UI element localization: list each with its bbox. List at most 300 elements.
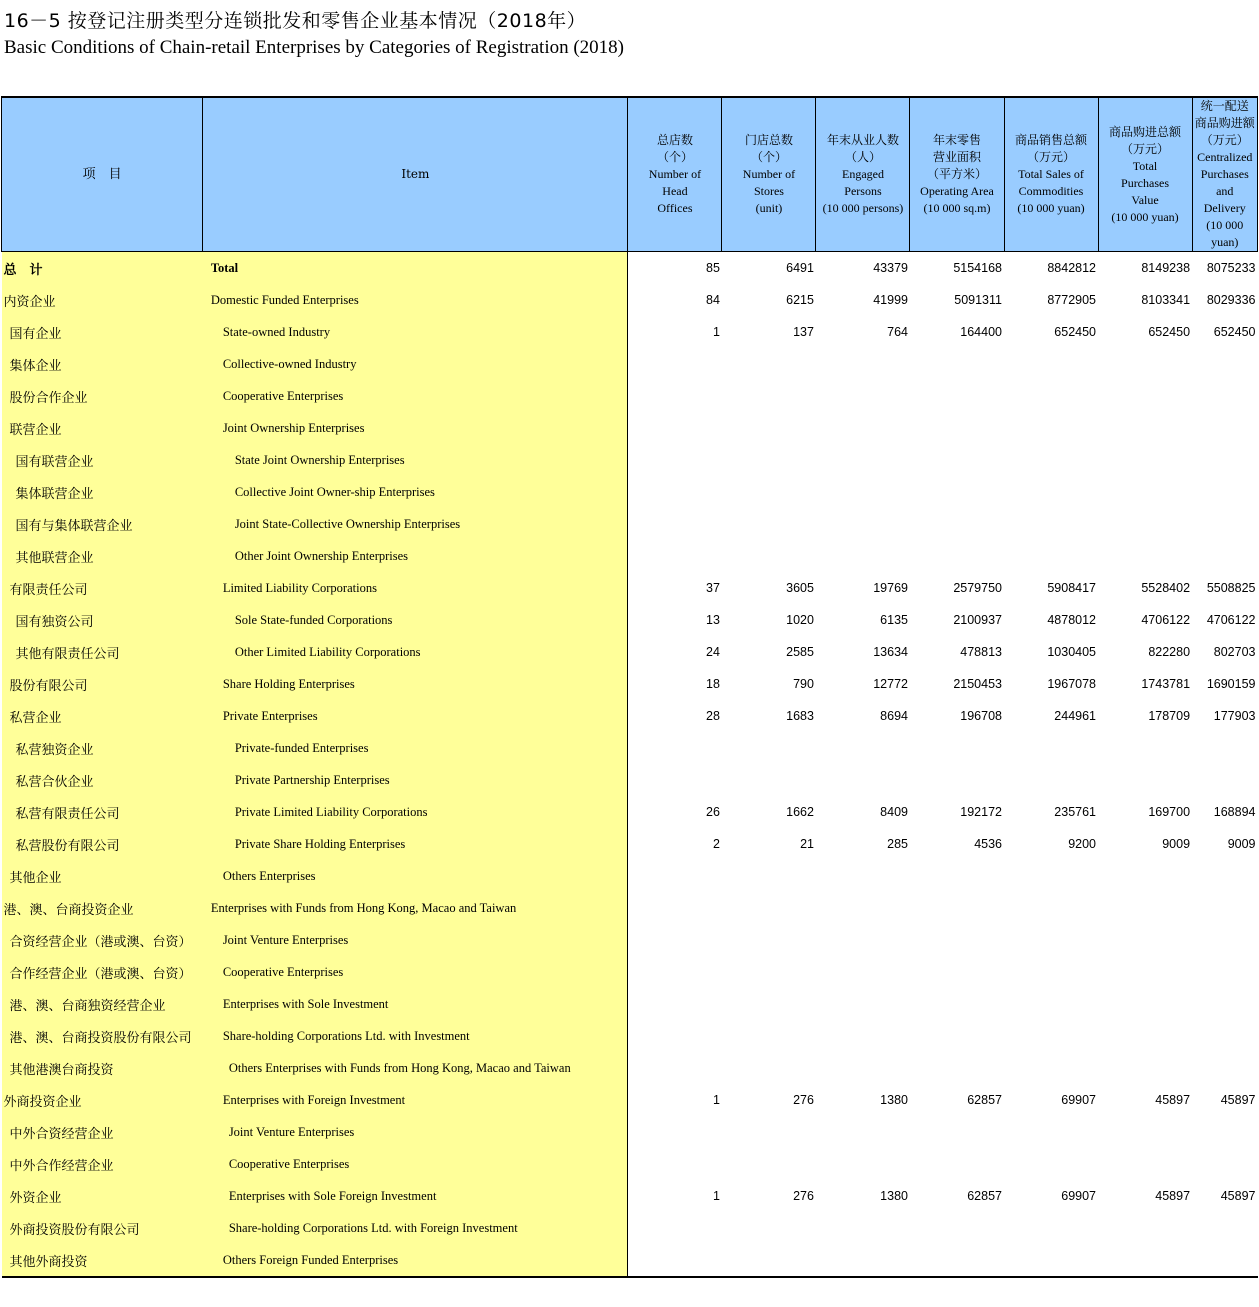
table-cell bbox=[628, 1212, 722, 1244]
table-cell bbox=[1098, 1020, 1192, 1052]
row-label-cn: 港、澳、台商投资股份有限公司 bbox=[2, 1020, 203, 1052]
header-row bbox=[2, 97, 1258, 252]
table-cell bbox=[910, 508, 1004, 540]
header-col-head-offices: 总店数 （个） Number of Head Offices bbox=[628, 97, 722, 252]
row-label-cn: 外资企业 bbox=[2, 1180, 203, 1212]
table-cell bbox=[1192, 1052, 1257, 1084]
table-cell: 1 bbox=[713, 1093, 720, 1107]
table-cell: 8149238 bbox=[1141, 261, 1191, 275]
table-row bbox=[2, 860, 1258, 892]
table-cell bbox=[910, 956, 1004, 988]
table-cell: 8029336 bbox=[1206, 293, 1256, 307]
table-cell: 4706122 bbox=[1206, 613, 1256, 627]
table-cell bbox=[1192, 1244, 1257, 1277]
table-cell bbox=[1192, 508, 1257, 540]
table-cell bbox=[1192, 924, 1257, 956]
row-label-en: Cooperative Enterprises bbox=[203, 380, 628, 412]
table-row bbox=[2, 412, 1258, 444]
table-cell: 4706122 bbox=[1141, 613, 1191, 627]
table-cell bbox=[1004, 892, 1098, 924]
table-row bbox=[2, 444, 1258, 476]
table-cell: 1967078 bbox=[1047, 677, 1097, 691]
table-row bbox=[2, 316, 1258, 348]
table-cell: 1380 bbox=[880, 1189, 908, 1203]
row-label-en: State-owned Industry bbox=[203, 316, 628, 348]
table-cell bbox=[910, 1148, 1004, 1180]
table-cell: 2100937 bbox=[953, 613, 1002, 627]
table-cell bbox=[628, 988, 722, 1020]
row-label-en: Domestic Funded Enterprises bbox=[203, 284, 628, 316]
table-cell: 45897 bbox=[1220, 1189, 1256, 1203]
row-label-en: Limited Liability Corporations bbox=[203, 572, 628, 604]
table-cell bbox=[628, 1052, 722, 1084]
header-item-en: Item bbox=[203, 97, 628, 252]
table-cell bbox=[1004, 956, 1098, 988]
table-cell bbox=[1098, 380, 1192, 412]
row-label-cn: 有限责任公司 bbox=[2, 572, 203, 604]
table-cell: 9009 bbox=[1227, 837, 1256, 851]
table-cell bbox=[1098, 1116, 1192, 1148]
row-label-cn: 集体企业 bbox=[2, 348, 203, 380]
page-title-cn: 16－5 按登记注册类型分连锁批发和零售企业基本情况（2018年） bbox=[4, 10, 587, 32]
table-cell bbox=[722, 508, 816, 540]
table-cell bbox=[816, 924, 910, 956]
table-cell bbox=[1004, 1212, 1098, 1244]
table-cell: 2150453 bbox=[953, 677, 1002, 691]
table-cell: 8075233 bbox=[1206, 261, 1256, 275]
table-cell bbox=[816, 1244, 910, 1277]
table-cell bbox=[722, 1020, 816, 1052]
table-cell: 85 bbox=[706, 261, 720, 275]
table-cell bbox=[722, 988, 816, 1020]
row-label-cn: 国有独资公司 bbox=[2, 604, 203, 636]
table-cell bbox=[910, 988, 1004, 1020]
row-label-cn: 外商投资股份有限公司 bbox=[2, 1212, 203, 1244]
table-cell: 5528402 bbox=[1141, 581, 1191, 595]
table-cell bbox=[1098, 988, 1192, 1020]
table-cell: 41999 bbox=[873, 293, 908, 307]
table-cell bbox=[628, 732, 722, 764]
table-cell bbox=[628, 924, 722, 956]
table-row bbox=[2, 572, 1258, 604]
table-cell bbox=[1098, 1052, 1192, 1084]
table-row bbox=[2, 924, 1258, 956]
table-cell: 168894 bbox=[1213, 805, 1256, 819]
table-cell bbox=[816, 956, 910, 988]
table-cell bbox=[1004, 860, 1098, 892]
table-cell bbox=[1004, 924, 1098, 956]
table-cell bbox=[628, 444, 722, 476]
row-label-en: Joint Venture Enterprises bbox=[203, 924, 628, 956]
table-cell: 69907 bbox=[1061, 1093, 1097, 1107]
table-cell: 652450 bbox=[1148, 325, 1191, 339]
table-cell bbox=[628, 956, 722, 988]
table-cell bbox=[722, 764, 816, 796]
table-cell: 24 bbox=[706, 645, 720, 659]
table-cell bbox=[722, 412, 816, 444]
table-cell: 13634 bbox=[873, 645, 908, 659]
table-cell bbox=[816, 412, 910, 444]
table-cell: 244961 bbox=[1054, 709, 1097, 723]
table-cell: 28 bbox=[706, 709, 720, 723]
table-cell bbox=[628, 348, 722, 380]
row-label-en: Enterprises with Funds from Hong Kong, Macao and Taiwan bbox=[203, 892, 628, 924]
table-cell: 5908417 bbox=[1047, 581, 1097, 595]
table-cell bbox=[722, 732, 816, 764]
table-row bbox=[2, 796, 1258, 828]
table-cell: 19769 bbox=[873, 581, 908, 595]
table-cell: 178709 bbox=[1148, 709, 1191, 723]
table-cell: 45897 bbox=[1155, 1093, 1191, 1107]
table-cell bbox=[1098, 1148, 1192, 1180]
table-cell bbox=[1192, 1020, 1257, 1052]
row-label-cn: 其他外商投资 bbox=[2, 1244, 203, 1277]
table-cell: 652450 bbox=[1054, 325, 1097, 339]
table-cell: 4878012 bbox=[1047, 613, 1097, 627]
table-row bbox=[2, 252, 1258, 285]
table-cell: 69907 bbox=[1061, 1189, 1097, 1203]
table-cell: 12772 bbox=[873, 677, 908, 691]
row-label-en: Other Limited Liability Corporations bbox=[203, 636, 628, 668]
table-cell: 1 bbox=[713, 1189, 720, 1203]
table-cell bbox=[1004, 508, 1098, 540]
table-cell bbox=[1098, 508, 1192, 540]
table-cell: 8694 bbox=[880, 709, 908, 723]
table-cell bbox=[628, 508, 722, 540]
table-cell bbox=[628, 764, 722, 796]
table-cell bbox=[816, 348, 910, 380]
table-cell bbox=[910, 1116, 1004, 1148]
table-row bbox=[2, 284, 1258, 316]
table-cell bbox=[1192, 540, 1257, 572]
table-cell bbox=[1098, 764, 1192, 796]
table-cell bbox=[722, 380, 816, 412]
row-label-en: Sole State-funded Corporations bbox=[203, 604, 628, 636]
table-cell bbox=[910, 1244, 1004, 1277]
table-cell bbox=[1098, 860, 1192, 892]
table-cell bbox=[1004, 380, 1098, 412]
table-cell bbox=[910, 1212, 1004, 1244]
table-cell bbox=[816, 444, 910, 476]
row-label-en: Others Enterprises with Funds from Hong Kong, Macao and Taiwan bbox=[203, 1052, 628, 1084]
table-cell bbox=[816, 1052, 910, 1084]
table-cell bbox=[628, 540, 722, 572]
table-row bbox=[2, 508, 1258, 540]
table-cell bbox=[1192, 956, 1257, 988]
header-col-area: 年末零售 营业面积 （平方米） Operating Area (10 000 sq.m) bbox=[910, 97, 1004, 252]
table-cell bbox=[910, 444, 1004, 476]
table-cell bbox=[628, 380, 722, 412]
table-row bbox=[2, 732, 1258, 764]
table-row bbox=[2, 380, 1258, 412]
row-label-cn: 中外合资经营企业 bbox=[2, 1116, 203, 1148]
row-label-cn: 港、澳、台商投资企业 bbox=[2, 892, 203, 924]
table-cell bbox=[628, 1116, 722, 1148]
row-label-en: Enterprises with Sole Investment bbox=[203, 988, 628, 1020]
table-cell: 9200 bbox=[1068, 837, 1097, 851]
row-label-en: Private Enterprises bbox=[203, 700, 628, 732]
table-cell: 1690159 bbox=[1206, 677, 1256, 691]
row-label-cn: 私营独资企业 bbox=[2, 732, 203, 764]
row-label-cn: 国有与集体联营企业 bbox=[2, 508, 203, 540]
table-cell bbox=[722, 348, 816, 380]
row-label-en: Private-funded Enterprises bbox=[203, 732, 628, 764]
row-label-cn: 私营股份有限公司 bbox=[2, 828, 203, 860]
table-row bbox=[2, 1212, 1258, 1244]
table-cell: 4536 bbox=[974, 837, 1002, 851]
table-row bbox=[2, 668, 1258, 700]
table-row bbox=[2, 540, 1258, 572]
table-cell bbox=[722, 540, 816, 572]
table-row bbox=[2, 348, 1258, 380]
table-cell bbox=[910, 924, 1004, 956]
table-cell bbox=[816, 764, 910, 796]
row-label-cn: 私营企业 bbox=[2, 700, 203, 732]
table-cell: 169700 bbox=[1148, 805, 1191, 819]
table-row bbox=[2, 1052, 1258, 1084]
row-label-cn: 合资经营企业（港或澳、台资） bbox=[2, 924, 203, 956]
table-row bbox=[2, 476, 1258, 508]
table-cell: 137 bbox=[793, 325, 814, 339]
row-label-en: Cooperative Enterprises bbox=[203, 1148, 628, 1180]
row-label-cn: 合作经营企业（港或澳、台资） bbox=[2, 956, 203, 988]
table-cell: 3605 bbox=[786, 581, 814, 595]
table-cell bbox=[722, 1148, 816, 1180]
table-cell bbox=[1192, 412, 1257, 444]
table-cell: 2579750 bbox=[953, 581, 1002, 595]
table-cell bbox=[628, 1148, 722, 1180]
table-cell: 276 bbox=[793, 1093, 814, 1107]
table-cell bbox=[1004, 1148, 1098, 1180]
table-cell bbox=[1004, 988, 1098, 1020]
page-title-en: Basic Conditions of Chain-retail Enterprises by Categories of Registration (2018) bbox=[4, 37, 625, 58]
row-label-en: Share-holding Corporations Ltd. with Foreign Investment bbox=[203, 1212, 628, 1244]
table-cell bbox=[722, 444, 816, 476]
table-cell bbox=[722, 476, 816, 508]
table-cell bbox=[816, 1116, 910, 1148]
row-label-en: Joint Ownership Enterprises bbox=[203, 412, 628, 444]
table-cell: 235761 bbox=[1054, 805, 1097, 819]
table-cell bbox=[722, 892, 816, 924]
table-cell bbox=[1004, 476, 1098, 508]
table-cell: 822280 bbox=[1148, 645, 1191, 659]
table-cell: 62857 bbox=[967, 1189, 1002, 1203]
row-label-cn: 其他企业 bbox=[2, 860, 203, 892]
table-cell bbox=[1192, 380, 1257, 412]
table-cell: 8842812 bbox=[1047, 261, 1097, 275]
table-cell bbox=[1098, 444, 1192, 476]
table-cell: 6491 bbox=[786, 261, 814, 275]
row-label-cn: 总 计 bbox=[2, 252, 203, 285]
row-label-en: Enterprises with Sole Foreign Investment bbox=[203, 1180, 628, 1212]
table-cell bbox=[1192, 860, 1257, 892]
table-cell bbox=[816, 476, 910, 508]
table-cell: 2585 bbox=[786, 645, 814, 659]
table-row bbox=[2, 700, 1258, 732]
table-cell: 8772905 bbox=[1047, 293, 1097, 307]
table-cell bbox=[722, 1212, 816, 1244]
header-col-purchases: 商品购进总额 （万元） Total Purchases Value (10 000 yuan) bbox=[1098, 97, 1192, 252]
table-cell: 18 bbox=[706, 677, 720, 691]
table-cell bbox=[1004, 732, 1098, 764]
table-cell: 8409 bbox=[880, 805, 908, 819]
row-label-cn: 股份有限公司 bbox=[2, 668, 203, 700]
row-label-en: Other Joint Ownership Enterprises bbox=[203, 540, 628, 572]
table-cell bbox=[628, 1244, 722, 1277]
table-cell bbox=[628, 412, 722, 444]
table-cell: 802703 bbox=[1213, 645, 1256, 659]
table-cell bbox=[722, 924, 816, 956]
table-cell bbox=[1098, 924, 1192, 956]
table-cell bbox=[1098, 412, 1192, 444]
table-row bbox=[2, 1020, 1258, 1052]
table-cell bbox=[1192, 1212, 1257, 1244]
table-row bbox=[2, 828, 1258, 860]
table-cell bbox=[1004, 444, 1098, 476]
table-cell bbox=[1098, 1212, 1192, 1244]
table-cell bbox=[722, 1052, 816, 1084]
table-cell bbox=[910, 764, 1004, 796]
header-item-cn: 项 目 bbox=[2, 97, 203, 252]
table-cell bbox=[1098, 348, 1192, 380]
table-cell: 37 bbox=[706, 581, 720, 595]
table-row bbox=[2, 1244, 1258, 1277]
table-cell bbox=[1098, 956, 1192, 988]
table-cell bbox=[910, 860, 1004, 892]
table-cell bbox=[1098, 892, 1192, 924]
table-cell bbox=[816, 508, 910, 540]
table-cell: 1380 bbox=[880, 1093, 908, 1107]
table-cell: 1743781 bbox=[1141, 677, 1191, 691]
table-cell: 764 bbox=[887, 325, 908, 339]
table-cell: 6215 bbox=[786, 293, 814, 307]
table-cell bbox=[816, 380, 910, 412]
row-label-cn: 中外合作经营企业 bbox=[2, 1148, 203, 1180]
row-label-en: Joint Venture Enterprises bbox=[203, 1116, 628, 1148]
table-cell bbox=[1192, 732, 1257, 764]
table-cell bbox=[816, 732, 910, 764]
table-cell: 84 bbox=[706, 293, 720, 307]
row-label-en: Cooperative Enterprises bbox=[203, 956, 628, 988]
header-col-persons: 年末从业人数 （人） Engaged Persons (10 000 persons) bbox=[816, 97, 910, 252]
table-cell: 43379 bbox=[873, 261, 908, 275]
header-col-stores: 门店总数 （个） Number of Stores (unit) bbox=[722, 97, 816, 252]
header-col-sales: 商品销售总额 （万元） Total Sales of Commodities (10 000 yuan) bbox=[1004, 97, 1098, 252]
table-cell bbox=[1004, 540, 1098, 572]
table-cell: 62857 bbox=[967, 1093, 1002, 1107]
table-cell bbox=[1004, 1244, 1098, 1277]
table-cell: 478813 bbox=[960, 645, 1002, 659]
table-row bbox=[2, 1148, 1258, 1180]
header-col-delivery: 统一配送 商品购进额 （万元） Centralized Purchases and Delivery (10 000 yuan) bbox=[1192, 97, 1257, 252]
table-cell bbox=[722, 956, 816, 988]
table-cell bbox=[1192, 892, 1257, 924]
row-label-cn: 联营企业 bbox=[2, 412, 203, 444]
row-label-en: Collective-owned Industry bbox=[203, 348, 628, 380]
table-cell: 9009 bbox=[1162, 837, 1191, 851]
row-label-en: Others Enterprises bbox=[203, 860, 628, 892]
table-cell: 6135 bbox=[880, 613, 908, 627]
table-cell bbox=[816, 1212, 910, 1244]
table-cell bbox=[816, 540, 910, 572]
table-cell bbox=[1192, 444, 1257, 476]
data-table bbox=[1, 96, 1258, 1278]
table-cell bbox=[1098, 732, 1192, 764]
row-label-en: Share-holding Corporations Ltd. with Investment bbox=[203, 1020, 628, 1052]
table-cell bbox=[1098, 1244, 1192, 1277]
row-label-cn: 集体联营企业 bbox=[2, 476, 203, 508]
table-cell bbox=[628, 476, 722, 508]
table-cell bbox=[1004, 764, 1098, 796]
table-cell bbox=[1004, 1116, 1098, 1148]
table-cell: 1030405 bbox=[1047, 645, 1097, 659]
row-label-cn: 内资企业 bbox=[2, 284, 203, 316]
table-cell bbox=[910, 1020, 1004, 1052]
row-label-en: Private Share Holding Enterprises bbox=[203, 828, 628, 860]
table-cell bbox=[816, 1020, 910, 1052]
table-row bbox=[2, 636, 1258, 668]
table-cell: 5508825 bbox=[1206, 581, 1256, 595]
row-label-cn: 股份合作企业 bbox=[2, 380, 203, 412]
table-cell: 26 bbox=[706, 805, 720, 819]
table-cell bbox=[1192, 348, 1257, 380]
table-cell bbox=[628, 892, 722, 924]
table-cell: 285 bbox=[887, 837, 908, 851]
table-cell bbox=[628, 860, 722, 892]
row-label-cn: 其他联营企业 bbox=[2, 540, 203, 572]
table-body bbox=[2, 252, 1258, 1278]
table-cell: 13 bbox=[706, 613, 720, 627]
row-label-cn: 国有企业 bbox=[2, 316, 203, 348]
table-cell bbox=[816, 988, 910, 1020]
table-cell bbox=[910, 476, 1004, 508]
table-row bbox=[2, 1180, 1258, 1212]
row-label-en: Joint State-Collective Ownership Enterprises bbox=[203, 508, 628, 540]
table-cell: 196708 bbox=[960, 709, 1002, 723]
table-cell bbox=[1192, 1116, 1257, 1148]
table-cell: 790 bbox=[793, 677, 814, 691]
row-label-en: Private Limited Liability Corporations bbox=[203, 796, 628, 828]
row-label-en: State Joint Ownership Enterprises bbox=[203, 444, 628, 476]
table-cell: 276 bbox=[793, 1189, 814, 1203]
table-cell bbox=[910, 348, 1004, 380]
row-label-cn: 私营合伙企业 bbox=[2, 764, 203, 796]
table-cell: 192172 bbox=[960, 805, 1002, 819]
table-cell: 1662 bbox=[786, 805, 814, 819]
table-cell: 45897 bbox=[1220, 1093, 1256, 1107]
table-cell: 652450 bbox=[1213, 325, 1256, 339]
row-label-en: Collective Joint Owner-ship Enterprises bbox=[203, 476, 628, 508]
table-cell bbox=[1192, 476, 1257, 508]
row-label-cn: 外商投资企业 bbox=[2, 1084, 203, 1116]
table-row bbox=[2, 1116, 1258, 1148]
table-cell bbox=[910, 892, 1004, 924]
table-cell bbox=[1098, 476, 1192, 508]
row-label-en: Enterprises with Foreign Investment bbox=[203, 1084, 628, 1116]
row-label-cn: 其他港澳台商投资 bbox=[2, 1052, 203, 1084]
table-cell: 177903 bbox=[1213, 709, 1256, 723]
table-cell bbox=[910, 412, 1004, 444]
table-cell bbox=[1004, 1020, 1098, 1052]
table-cell: 1683 bbox=[786, 709, 814, 723]
table-cell bbox=[816, 1148, 910, 1180]
row-label-cn: 其他有限责任公司 bbox=[2, 636, 203, 668]
table-cell bbox=[910, 732, 1004, 764]
table-cell: 2 bbox=[713, 837, 720, 851]
table-cell bbox=[1192, 1148, 1257, 1180]
table-row bbox=[2, 892, 1258, 924]
table-cell: 1 bbox=[713, 325, 720, 339]
